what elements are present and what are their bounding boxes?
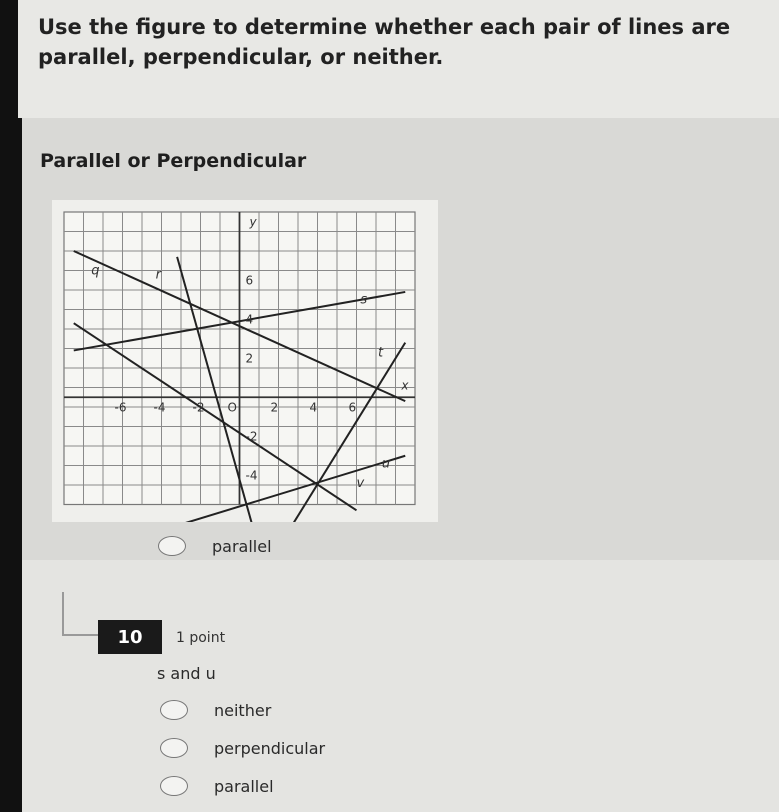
line-label-u: u [381,456,391,472]
line-label-v: v [356,475,365,491]
radio-button[interactable] [160,700,188,720]
line-label-r: r [155,267,162,283]
option-label: perpendicular [214,738,326,758]
left-edge [0,0,22,812]
question-bracket [62,592,100,636]
x-tick-label: -6 [114,400,127,415]
coordinate-graph [52,200,438,522]
option-label: parallel [214,776,274,796]
option-perpendicular[interactable] [160,738,325,758]
x-tick-label: 2 [270,400,279,415]
x-tick-label: -2 [192,400,205,415]
graph-svg [52,200,438,522]
y-axis-label: y [249,215,257,229]
question-card [22,560,779,812]
y-tick-label: 6 [245,273,254,288]
question-header-card [18,0,779,118]
section-title: Parallel or Perpendicular [40,150,307,172]
x-tick-label: O [227,400,237,415]
y-tick-label: 4 [245,312,254,327]
x-tick-label: -4 [153,400,166,415]
line-label-t: t [377,345,384,361]
radio-button[interactable] [158,536,186,556]
x-axis-label: x [401,378,409,393]
y-tick-label: -2 [245,429,258,444]
question-number-badge: 10 [98,620,162,654]
option-label: parallel [212,536,272,556]
y-tick-label: -4 [245,468,258,483]
radio-button[interactable] [160,738,188,758]
points-label: 1 point [176,630,226,646]
instruction-text: Use the figure to determine whether each pair of lines are parallel, perpendicular, or neither. [38,15,731,69]
previous-option-parallel[interactable] [158,536,272,556]
option-neither[interactable] [160,700,271,720]
x-tick-label: 4 [309,400,318,415]
y-tick-label: 2 [245,351,254,366]
radio-button[interactable] [160,776,188,796]
x-tick-label: 6 [348,400,357,415]
option-label: neither [214,700,272,720]
line-label-s: s [360,292,368,308]
option-parallel[interactable] [160,776,274,796]
line-label-q: q [91,263,100,279]
question-prompt: s and u [157,664,216,683]
